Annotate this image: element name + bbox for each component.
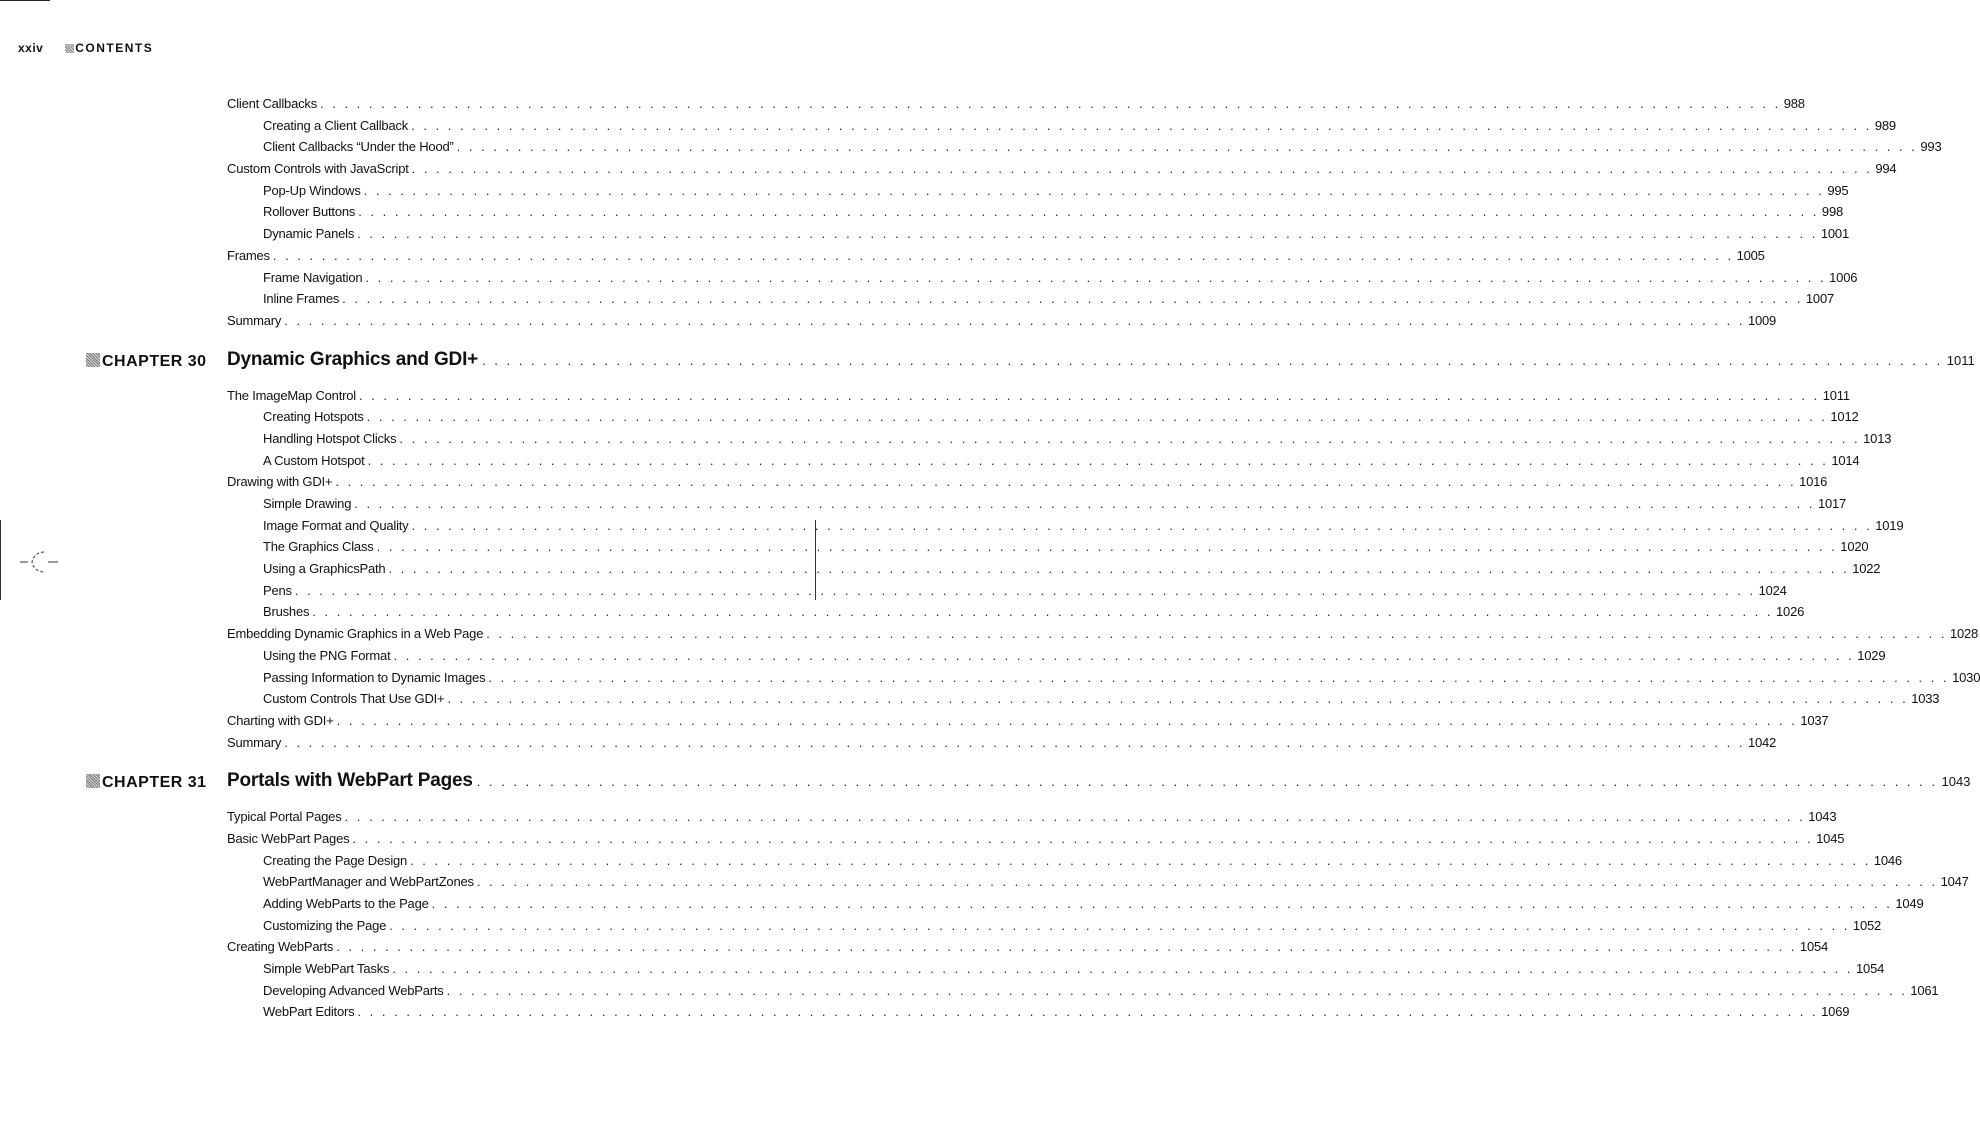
entry-title: Frame Navigation bbox=[263, 269, 363, 285]
toc-subentry[interactable] bbox=[263, 582, 1787, 605]
toc-subentry[interactable] bbox=[263, 496, 1847, 518]
chapter-heading[interactable] bbox=[0, 770, 1971, 803]
toc-entry[interactable] bbox=[227, 247, 1765, 270]
chapter-heading[interactable] bbox=[0, 348, 1975, 382]
section-marker-icon bbox=[65, 44, 74, 53]
toc-subentry[interactable] bbox=[263, 409, 1859, 431]
toc-entry[interactable] bbox=[227, 161, 1897, 183]
entry-title: Custom Controls with JavaScript bbox=[227, 161, 409, 177]
dot-leader: . . . . . . . . . . . . . . . . . . . . . . . . . . . . . . . . . . . . . . . . . . . . . . . . . . . . . . . . . . . . . . . . . . . . . . . . . . . . . . . . . . . . . . . . . . . . . . . . . . . . . . . . . . . . . . . . . . . . . . . . bbox=[342, 291, 1803, 307]
top-rule bbox=[0, 0, 50, 1]
table-of-contents bbox=[0, 96, 1980, 1026]
dot-leader: . . . . . . . . . . . . . . . . . . . . . . . . . . . . . . . . . . . . . . . . . . . . . . . . . . . . . . . . . . . . . . . . . . . . . . . . . . . . . . . . . . . . . . . . . . . . . . . . . . . . . . . . . . . . . . . . . . . . . . . . bbox=[354, 496, 1815, 511]
toc-entry[interactable] bbox=[227, 939, 1829, 961]
entry-title: Inline Frames bbox=[263, 291, 340, 307]
toc-subentry[interactable] bbox=[263, 1004, 1850, 1026]
running-header bbox=[18, 41, 153, 55]
entry-page-number: 1047 bbox=[1940, 874, 1969, 890]
entry-page-number: 995 bbox=[1827, 182, 1849, 198]
entry-title: Summary bbox=[227, 734, 282, 750]
entry-page-number: 1020 bbox=[1840, 539, 1869, 555]
section-title: CONTENTS bbox=[75, 41, 154, 55]
toc-subentry[interactable] bbox=[263, 669, 1980, 692]
entry-page-number: 998 bbox=[1821, 204, 1844, 220]
chapter-marker-icon bbox=[86, 774, 100, 788]
dot-leader: . . . . . . . . . . . . . . . . . . . . . . . . . . . . . . . . . . . . . . . . . . . . . . . . . . . . . . . . . . . . . . . . . . . . . . . . . . . . . . . . . . . . . . . . . . . . . . . . . . . . . . . . . . . . . . . . . . . . . . . . bbox=[357, 1004, 1819, 1020]
entry-page-number: 1069 bbox=[1821, 1004, 1850, 1020]
entry-page-number: 1052 bbox=[1852, 917, 1882, 933]
dot-leader: . . . . . . . . . . . . . . . . . . . . . . . . . . . . . . . . . . . . . . . . . . . . . . . . . . . . . . . . . . . . . . . . . . . . . . . . . . . . . . . . . . . . . . . . . . . . . . . . . . . . . . . . . . . . . . . . . . . . . . . . bbox=[447, 691, 1909, 707]
entry-title: Basic WebPart Pages bbox=[227, 830, 350, 846]
entry-title: Rollover Buttons bbox=[263, 204, 356, 220]
chapter-label bbox=[86, 774, 207, 792]
entry-page-number: 1037 bbox=[1800, 712, 1829, 728]
entry-title: Pop-Up Windows bbox=[263, 182, 361, 198]
entry-page-number: 1019 bbox=[1875, 517, 1904, 533]
entry-title: Charting with GDI+ bbox=[227, 712, 334, 728]
entry-page-number: 1046 bbox=[1873, 852, 1902, 868]
dot-leader: . . . . . . . . . . . . . . . . . . . . . . . . . . . . . . . . . . . . . . . . . . . . . . . . . . . . . . . . . . . . . . . . . . . . . . . . . . . . . . . . . . . . . . . . . . . . . . . . . . . . . . . . . . . . . . . . . . . . . . . . bbox=[344, 809, 1806, 825]
entry-title: Adding WebParts to the Page bbox=[263, 896, 429, 911]
entry-title: Simple WebPart Tasks bbox=[263, 961, 390, 977]
chapter-page-number: 1011 bbox=[1946, 352, 1975, 368]
dot-leader: . . . . . . . . . . . . . . . . . . . . . . . . . . . . . . . . . . . . . . . . . . . . . . . . . . . . . . . . . . . . . . . . . . . . . . . . . . . . . . . . . . . . . . . . . . . . . . . . . . . . . . . . . . . . . . . . . . . . . . . . bbox=[488, 669, 1950, 685]
entry-title: Dynamic Panels bbox=[263, 226, 355, 242]
toc-subentry[interactable] bbox=[263, 182, 1849, 205]
dot-leader: . . . . . . . . . . . . . . . . . . . . . . . . . . . . . . . . . . . . . . . . . . . . . . . . . . . . . . . . . . . . . . . . . . . . . . . . . . . . . . . . . . . . . . . . . . . . . . . . . . . . . . . . . . . . . . . . . . . . . . . . bbox=[336, 712, 1798, 728]
dot-leader: . . . . . . . . . . . . . . . . . . . . . . . . . . . . . . . . . . . . . . . . . . . . . . . . . . . . . . . . . . . . . . . . . . . . . . . . . . . . . . . . . . . . . . . . . . . . . . . . . . . . . . . . . . . . . . . . . . . . . . . . bbox=[486, 626, 1947, 642]
entry-page-number: 994 bbox=[1875, 161, 1897, 177]
entry-page-number: 1054 bbox=[1856, 961, 1885, 977]
dot-leader: . . . . . . . . . . . . . . . . . . . . . . . . . . . . . . . . . . . . . . . . . . . . . . . . . . . . . . . . . . . . . . . . . . . . . . . . . . . . . . . . . . . . . . . . . . . . . . . . . . . . . . . . . . . . . . . . . . . . . . . . bbox=[392, 961, 1854, 977]
entry-title: Handling Hotspot Clicks bbox=[263, 430, 397, 446]
entry-title: Brushes bbox=[263, 604, 310, 620]
entry-page-number: 1030 bbox=[1952, 669, 1980, 685]
toc-entry[interactable] bbox=[227, 712, 1829, 735]
entry-page-number: 1022 bbox=[1852, 561, 1881, 577]
entry-page-number: 1013 bbox=[1863, 430, 1892, 446]
toc-subentry[interactable] bbox=[263, 561, 1881, 583]
entry-title: Using the PNG Format bbox=[263, 647, 391, 663]
entry-title: Frames bbox=[227, 247, 270, 263]
dot-leader: . . . . . . . . . . . . . . . . . . . . . . . . . . . . . . . . . . . . . . . . . . . . . . . . . . . . . . . . . . . . . . . . . . . . . . . . . . . . . . . . . . . . . . . . . . . . . . . . . . . . . . . . . . . . . . . . . . . . . . . . bbox=[365, 269, 1827, 285]
dot-leader: . . . . . . . . . . . . . . . . . . . . . . . . . . . . . . . . . . . . . . . . . . . . . . . . . . . . . . . . . . . . . . . . . . . . . . . . . . . . . . . . . . . . . . . . . . . . . . . . . . . . . . . . . . . . . . . . . . . . . . . . bbox=[411, 517, 1873, 533]
entry-page-number: 1049 bbox=[1895, 896, 1924, 911]
entry-title: Image Format and Quality bbox=[263, 517, 409, 533]
entry-title: Client Callbacks “Under the Hood” bbox=[263, 139, 454, 155]
dot-leader: . . . . . . . . . . . . . . . . . . . . . . . . . . . . . . . . . . . . . . . . . . . . . . . . . . . . . . . . . . . . . . . . . . . . . . . . . . . . . . . . . . . . . . . . . . . . . . . . . . . . . . . . . . . . . . . . . . . . . . . . bbox=[357, 226, 1818, 242]
toc-subentry[interactable] bbox=[263, 452, 1860, 475]
toc-entry[interactable] bbox=[227, 809, 1837, 831]
toc-subentry[interactable] bbox=[263, 269, 1858, 292]
toc-subentry[interactable] bbox=[263, 291, 1835, 313]
chapter-page-number: 1043 bbox=[1941, 774, 1971, 790]
chapter-number: CHAPTER 30 bbox=[102, 352, 207, 370]
entry-page-number: 1026 bbox=[1776, 604, 1805, 620]
dot-leader: . . . . . . . . . . . . . . . . . . . . . . . . . . . . . . . . . . . . . . . . . . . . . . . . . . . . . . . . . . . . . . . . . . . . . . . . . . . . . . . . . . . . . . . . . . . . . . . . . . . . . . . . . . . . . . . . . . . . . . . . bbox=[363, 182, 1825, 198]
toc-subentry[interactable] bbox=[263, 226, 1849, 248]
entry-page-number: 1006 bbox=[1829, 269, 1858, 285]
entry-title: Creating WebParts bbox=[227, 939, 334, 955]
dot-leader: . . . . . . . . . . . . . . . . . . . . . . . . . . . . . . . . . . . . . . . . . . . . . . . . . . . . . . . . . . . . . . . . . . . . . . . . . . . . . . . . . . . . . . . . . . . . . . . . . . . . . . . . . . . . . . . . . . . . . . . . bbox=[358, 387, 1820, 403]
toc-subentry[interactable] bbox=[263, 430, 1892, 453]
dot-leader: . . . . . . . . . . . . . . . . . . . . . . . . . . . . . . . . . . . . . . . . . . . . . . . . . . . . . . . . . . . . . . . . . . . . . . . . . . . . . . . . . . . . . . . . . . . . . . . . . . . . . . . . . . . . . . . . . . . . . . . . bbox=[367, 452, 1829, 468]
entry-page-number: 1017 bbox=[1817, 496, 1847, 511]
entry-title: Using a GraphicsPath bbox=[263, 561, 386, 577]
toc-entry[interactable] bbox=[227, 387, 1850, 410]
chapter-title: Dynamic Graphics and GDI+ bbox=[227, 348, 479, 370]
entry-title: Pens bbox=[263, 582, 292, 598]
entry-title: Embedding Dynamic Graphics in a Web Page bbox=[227, 626, 484, 642]
entry-page-number: 1042 bbox=[1747, 734, 1777, 750]
toc-entry[interactable] bbox=[227, 626, 1979, 648]
dot-leader: . . . . . . . . . . . . . . . . . . . . . . . . . . . . . . . . . . . . . . . . . . . . . . . . . . . . . . . . . . . . . . . . . . . . . . . . . . . . . . . . . . . . . . . . . . . . . . . . . . . . . . . . . . . . . . . . . . . . . . . . bbox=[388, 561, 1850, 577]
dot-leader: . . . . . . . . . . . . . . . . . . . . . . . . . . . . . . . . . . . . . . . . . . . . . . . . . . . . . . . . . . . . . . . . . . . . . . . . . . . . . . . . . . . . . . . . . . . . . . . . . . . . . . . . . . . . . . . . . . . . . . . . bbox=[336, 939, 1797, 955]
entry-title: Drawing with GDI+ bbox=[227, 474, 333, 490]
entry-page-number: 1009 bbox=[1747, 312, 1777, 328]
chapter-label bbox=[86, 353, 207, 371]
toc-subentry[interactable] bbox=[263, 852, 1902, 875]
entry-title: Simple Drawing bbox=[263, 496, 352, 511]
toc-subentry[interactable] bbox=[263, 517, 1904, 540]
entry-page-number: 1016 bbox=[1799, 474, 1828, 490]
toc-entry[interactable] bbox=[227, 734, 1777, 757]
dot-leader: . . . . . . . . . . . . . . . . . . . . . . . . . . . . . . . . . . . . . . . . . . . . . . . . . . . . . . . . . . . . . . . . . . . . . . . . . . . . . . . . . . . . . . . . . . . . . . . . . . . . . . . . . . . . . . . . . . . . . . . . bbox=[399, 430, 1861, 446]
entry-title: Summary bbox=[227, 312, 282, 328]
dot-leader: . . . . . . . . . . . . . . . . . . . . . . . . . . . . . . . . . . . . . . . . . . . . . . . . . . . . . . . . . . . . . . . . . . . . . . . . . . . . . . . . . . . . . . . . . . . . . . . . . . . . . . . . . . . . . . . . . . . . . . . . bbox=[411, 117, 1872, 133]
entry-title: WebPart Editors bbox=[263, 1004, 355, 1020]
entry-page-number: 1033 bbox=[1911, 691, 1940, 707]
dot-leader: . . . . . . . . . . . . . . . . . . . . . . . . . . . . . . . . . . . . . . . . . . . . . . . . . . . . . . . . . . . . . . . . . . . . . . . . . . . . . . . . . . . . . . . . . . . . . . . . . . . . . . . . . . . . . . . . . . . . . . . . bbox=[335, 474, 1797, 490]
entry-title: Creating a Client Callback bbox=[263, 117, 409, 133]
dot-leader: . . . . . . . . . . . . . . . . . . . . . . . . . . . . . . . . . . . . . . . . . . . . . . . . . . . . . . . . . . . . . . . . . . . . . . . . . . . . . . . . . . . . . . . . . . . . . . . . . . . . . . . . . . . . . . . . . . . . . . . . bbox=[482, 352, 1943, 368]
entry-page-number: 1029 bbox=[1857, 647, 1886, 663]
dot-leader: . . . . . . . . . . . . . . . . . . . . . . . . . . . . . . . . . . . . . . . . . . . . . . . . . . . . . . . . . . . . . . . . . . . . . . . . . . . . . . . . . . . . . . . . . . . . . . . . . . . . . . . . . . . . . . . . . . . . . . . . bbox=[410, 852, 1871, 868]
toc-subentry[interactable] bbox=[263, 896, 1924, 918]
entry-page-number: 989 bbox=[1874, 117, 1896, 133]
dot-leader: . . . . . . . . . . . . . . . . . . . . . . . . . . . . . . . . . . . . . . . . . . . . . . . . . . . . . . . . . . . . . . . . . . . . . . . . . . . . . . . . . . . . . . . . . . . . . . . . . . . . . . . . . . . . . . . . . . . . . . . . bbox=[358, 204, 1819, 220]
dot-leader: . . . . . . . . . . . . . . . . . . . . . . . . . . . . . . . . . . . . . . . . . . . . . . . . . . . . . . . . . . . . . . . . . . . . . . . . . . . . . . . . . . . . . . . . . . . . . . . . . . . . . . . . . . . . . . . . . . . . . . . . bbox=[446, 982, 1908, 998]
dot-leader: . . . . . . . . . . . . . . . . . . . . . . . . . . . . . . . . . . . . . . . . . . . . . . . . . . . . . . . . . . . . . . . . . . . . . . . . . . . . . . . . . . . . . . . . . . . . . . . . . . . . . . . . . . . . . . . . . . . . . . . . bbox=[320, 96, 1781, 111]
toc-subentry[interactable] bbox=[263, 961, 1885, 983]
toc-subentry[interactable] bbox=[263, 917, 1882, 940]
entry-title: WebPartManager and WebPartZones bbox=[263, 874, 474, 890]
dot-leader: . . . . . . . . . . . . . . . . . . . . . . . . . . . . . . . . . . . . . . . . . . . . . . . . . . . . . . . . . . . . . . . . . . . . . . . . . . . . . . . . . . . . . . . . . . . . . . . . . . . . . . . . . . . . . . . . . . . . . . . . bbox=[376, 539, 1838, 555]
dot-leader: . . . . . . . . . . . . . . . . . . . . . . . . . . . . . . . . . . . . . . . . . . . . . . . . . . . . . . . . . . . . . . . . . . . . . . . . . . . . . . . . . . . . . . . . . . . . . . . . . . . . . . . . . . . . . . . . . . . . . . . . bbox=[272, 247, 1734, 263]
toc-subentry[interactable] bbox=[263, 139, 1942, 161]
entry-page-number: 1005 bbox=[1736, 247, 1765, 263]
entry-page-number: 1045 bbox=[1816, 830, 1845, 846]
toc-subentry[interactable] bbox=[263, 691, 1940, 713]
toc-subentry[interactable] bbox=[263, 204, 1844, 226]
entry-title: The Graphics Class bbox=[263, 539, 374, 555]
entry-page-number: 1028 bbox=[1949, 626, 1979, 642]
entry-page-number: 1054 bbox=[1799, 939, 1829, 955]
dot-leader: . . . . . . . . . . . . . . . . . . . . . . . . . . . . . . . . . . . . . . . . . . . . . . . . . . . . . . . . . . . . . . . . . . . . . . . . . . . . . . . . . . . . . . . . . . . . . . . . . . . . . . . . . . . . . . . . . . . . . . . . bbox=[476, 874, 1938, 890]
entry-page-number: 1001 bbox=[1820, 226, 1849, 242]
entry-title: The ImageMap Control bbox=[227, 387, 356, 403]
entry-page-number: 1011 bbox=[1822, 387, 1850, 403]
chapter-marker-icon bbox=[86, 353, 100, 367]
entry-title: Developing Advanced WebParts bbox=[263, 982, 444, 998]
toc-subentry[interactable] bbox=[263, 874, 1969, 896]
entry-page-number: 1012 bbox=[1830, 409, 1859, 425]
toc-entry[interactable] bbox=[227, 312, 1777, 335]
toc-subentry[interactable] bbox=[263, 647, 1886, 670]
entry-page-number: 1007 bbox=[1805, 291, 1835, 307]
dot-leader: . . . . . . . . . . . . . . . . . . . . . . . . . . . . . . . . . . . . . . . . . . . . . . . . . . . . . . . . . . . . . . . . . . . . . . . . . . . . . . . . . . . . . . . . . . . . . . . . . . . . . . . . . . . . . . . . . . . . . . . . bbox=[476, 774, 1938, 790]
entry-title: Client Callbacks bbox=[227, 96, 318, 111]
entry-title: A Custom Hotspot bbox=[263, 452, 365, 468]
entry-page-number: 993 bbox=[1920, 139, 1942, 155]
dot-leader: . . . . . . . . . . . . . . . . . . . . . . . . . . . . . . . . . . . . . . . . . . . . . . . . . . . . . . . . . . . . . . . . . . . . . . . . . . . . . . . . . . . . . . . . . . . . . . . . . . . . . . . . . . . . . . . . . . . . . . . . bbox=[284, 312, 1745, 328]
toc-subentry[interactable] bbox=[263, 539, 1869, 561]
dot-leader: . . . . . . . . . . . . . . . . . . . . . . . . . . . . . . . . . . . . . . . . . . . . . . . . . . . . . . . . . . . . . . . . . . . . . . . . . . . . . . . . . . . . . . . . . . . . . . . . . . . . . . . . . . . . . . . . . . . . . . . . bbox=[431, 896, 1893, 911]
toc-subentry[interactable] bbox=[263, 117, 1896, 140]
entry-title: Creating the Page Design bbox=[263, 852, 408, 868]
page-number: xxiv bbox=[18, 41, 44, 55]
entry-title: Creating Hotspots bbox=[263, 409, 364, 425]
toc-entry[interactable] bbox=[227, 96, 1805, 118]
entry-title: Customizing the Page bbox=[263, 917, 387, 933]
entry-title: Custom Controls That Use GDI+ bbox=[263, 691, 445, 707]
chapter-title: Portals with WebPart Pages bbox=[227, 770, 473, 792]
dot-leader: . . . . . . . . . . . . . . . . . . . . . . . . . . . . . . . . . . . . . . . . . . . . . . . . . . . . . . . . . . . . . . . . . . . . . . . . . . . . . . . . . . . . . . . . . . . . . . . . . . . . . . . . . . . . . . . . . . . . . . . . bbox=[456, 139, 1918, 155]
dot-leader: . . . . . . . . . . . . . . . . . . . . . . . . . . . . . . . . . . . . . . . . . . . . . . . . . . . . . . . . . . . . . . . . . . . . . . . . . . . . . . . . . . . . . . . . . . . . . . . . . . . . . . . . . . . . . . . . . . . . . . . . bbox=[389, 917, 1850, 933]
entry-page-number: 988 bbox=[1783, 96, 1805, 111]
dot-leader: . . . . . . . . . . . . . . . . . . . . . . . . . . . . . . . . . . . . . . . . . . . . . . . . . . . . . . . . . . . . . . . . . . . . . . . . . . . . . . . . . . . . . . . . . . . . . . . . . . . . . . . . . . . . . . . . . . . . . . . . bbox=[411, 161, 1873, 177]
dot-leader: . . . . . . . . . . . . . . . . . . . . . . . . . . . . . . . . . . . . . . . . . . . . . . . . . . . . . . . . . . . . . . . . . . . . . . . . . . . . . . . . . . . . . . . . . . . . . . . . . . . . . . . . . . . . . . . . . . . . . . . . bbox=[312, 604, 1774, 620]
dot-leader: . . . . . . . . . . . . . . . . . . . . . . . . . . . . . . . . . . . . . . . . . . . . . . . . . . . . . . . . . . . . . . . . . . . . . . . . . . . . . . . . . . . . . . . . . . . . . . . . . . . . . . . . . . . . . . . . . . . . . . . . bbox=[284, 734, 1745, 750]
dot-leader: . . . . . . . . . . . . . . . . . . . . . . . . . . . . . . . . . . . . . . . . . . . . . . . . . . . . . . . . . . . . . . . . . . . . . . . . . . . . . . . . . . . . . . . . . . . . . . . . . . . . . . . . . . . . . . . . . . . . . . . . bbox=[366, 409, 1828, 425]
dot-leader: . . . . . . . . . . . . . . . . . . . . . . . . . . . . . . . . . . . . . . . . . . . . . . . . . . . . . . . . . . . . . . . . . . . . . . . . . . . . . . . . . . . . . . . . . . . . . . . . . . . . . . . . . . . . . . . . . . . . . . . . bbox=[352, 830, 1814, 846]
dot-leader: . . . . . . . . . . . . . . . . . . . . . . . . . . . . . . . . . . . . . . . . . . . . . . . . . . . . . . . . . . . . . . . . . . . . . . . . . . . . . . . . . . . . . . . . . . . . . . . . . . . . . . . . . . . . . . . . . . . . . . . . bbox=[393, 647, 1855, 663]
toc-subentry[interactable] bbox=[263, 982, 1939, 1005]
toc-entry[interactable] bbox=[227, 830, 1845, 853]
entry-page-number: 1024 bbox=[1758, 582, 1787, 598]
toc-entry[interactable] bbox=[227, 474, 1828, 496]
entry-page-number: 1014 bbox=[1831, 452, 1860, 468]
entry-page-number: 1043 bbox=[1808, 809, 1837, 825]
toc-subentry[interactable] bbox=[263, 604, 1805, 626]
entry-title: Passing Information to Dynamic Images bbox=[263, 669, 486, 685]
dot-leader: . . . . . . . . . . . . . . . . . . . . . . . . . . . . . . . . . . . . . . . . . . . . . . . . . . . . . . . . . . . . . . . . . . . . . . . . . . . . . . . . . . . . . . . . . . . . . . . . . . . . . . . . . . . . . . . . . . . . . . . . bbox=[294, 582, 1756, 598]
entry-page-number: 1061 bbox=[1910, 982, 1939, 998]
entry-title: Typical Portal Pages bbox=[227, 809, 342, 825]
chapter-number: CHAPTER 31 bbox=[102, 774, 207, 792]
